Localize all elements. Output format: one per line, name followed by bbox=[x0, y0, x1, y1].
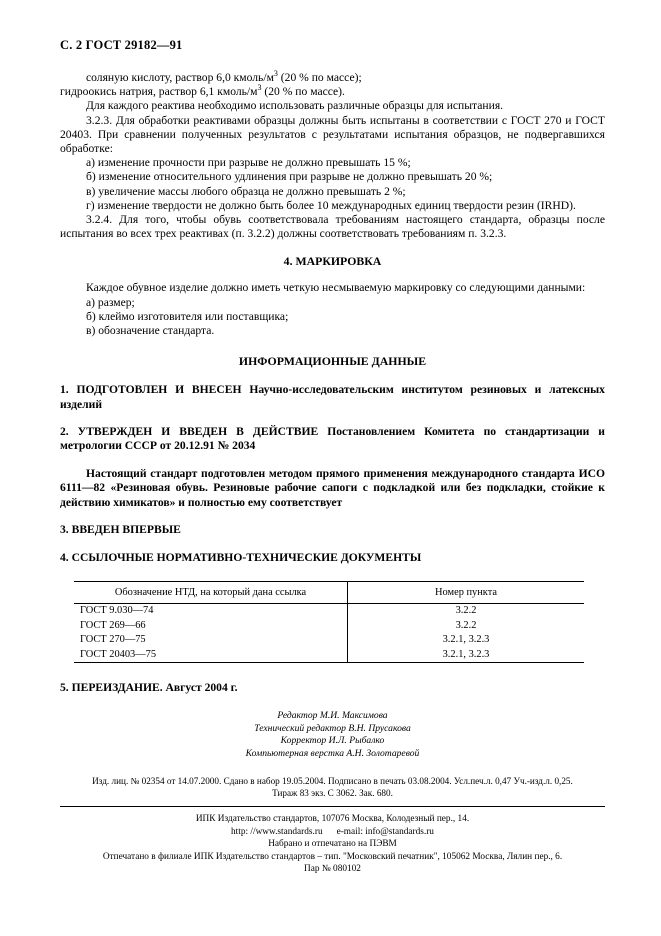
list-item-b: б) изменение относительного удлинения при разрыве не должно превышать 20 %; bbox=[86, 170, 493, 184]
reissue-note: 5. ПЕРЕИЗДАНИЕ. Август 2004 г. bbox=[60, 681, 238, 695]
credit-technical-editor: Технический редактор В.Н. Прусакова bbox=[254, 722, 411, 734]
info-item-4: 4. ССЫЛОЧНЫЕ НОРМАТИВНО-ТЕХНИЧЕСКИЕ ДОКУМЕНТЫ bbox=[60, 550, 422, 564]
info-item-1-lead: 1. ПОДГОТОВЛЕН И ВНЕСЕН bbox=[60, 383, 242, 397]
imprint-line-1: Изд. лиц. № 02354 от 14.07.2000. Сдано в набор 19.05.2004. Подписано в печать 03.08.2004. Усл.печ.л. 0,47 Уч.-изд.л. 0,25. bbox=[92, 775, 573, 786]
para2-text: гидроокись натрия, раствор 6,1 кмоль/м bbox=[60, 85, 258, 99]
section-title-marking: 4. МАРКИРОВКА bbox=[283, 254, 382, 269]
table-header-clause: Номер пункта bbox=[348, 581, 585, 603]
info-item-2-note: Настоящий стандарт подготовлен методом прямого применения международного стандарта ИСО 6111—82 «Резиновая обувь. Резиновые рабочие сапоги с подкладкой или без подкладки, стойкие к действию химикатов» и полностью ему соответствует bbox=[60, 466, 605, 509]
footer-printed: Отпечатано в филиале ИПК Издательство стандартов – тип. "Московский печатник", 105062 Москва, Лялин пер., 6. bbox=[102, 851, 563, 862]
list-item-g: г) изменение твердости не должно быть более 10 международных единиц твердости резин (IRHD). bbox=[86, 198, 576, 212]
reference-documents-table bbox=[74, 581, 584, 663]
marking-item-v: в) обозначение стандарта. bbox=[86, 324, 215, 338]
table-row bbox=[74, 648, 584, 663]
footer-email-link[interactable]: e-mail: info@standards.ru bbox=[336, 826, 434, 837]
paragraph-reagent-samples: Для каждого реактива необходимо использовать различные образцы для испытания. bbox=[86, 99, 504, 113]
info-item-3: 3. ВВЕДЕН ВПЕРВЫЕ bbox=[60, 523, 181, 537]
table-header-row bbox=[74, 581, 584, 603]
table-cell-ntd: ГОСТ 20403—75 bbox=[74, 648, 348, 663]
table-cell-ntd: ГОСТ 269—66 bbox=[74, 619, 348, 634]
credit-proofreader: Корректор И.Л. Рыбалко bbox=[280, 735, 385, 747]
marking-item-a: а) размер; bbox=[86, 295, 135, 309]
page-header: С. 2 ГОСТ 29182—91 bbox=[60, 38, 183, 52]
info-item-1-text: Научно-исследовательским институтом резиновых и латексных изделий bbox=[60, 383, 605, 411]
footer-typeset: Набрано и отпечатано на ПЭВМ bbox=[268, 839, 397, 850]
table-header-ntd: Обозначение НТД, на который дана ссылка bbox=[74, 581, 348, 603]
credit-editor: Редактор М.И. Максимова bbox=[277, 710, 388, 722]
table-cell-clause: 3.2.2 bbox=[455, 604, 477, 616]
list-item-a: а) изменение прочности при разрыве не должно превышать 15 %; bbox=[86, 156, 411, 170]
table-cell-ntd: ГОСТ 270—75 bbox=[74, 633, 348, 648]
footer-block bbox=[60, 813, 605, 875]
table-cell-ntd: ГОСТ 9.030—74 bbox=[74, 603, 348, 618]
table-body bbox=[74, 603, 584, 662]
para1-text: соляную кислоту, раствор 6,0 кмоль/м bbox=[86, 71, 274, 84]
para2-tail: (20 % по массе). bbox=[261, 85, 345, 99]
list-item-v: в) увеличение массы любого образца не должно превышать 2 %; bbox=[86, 184, 406, 198]
footer-contacts bbox=[60, 826, 605, 838]
table-row bbox=[74, 619, 584, 634]
info-item-2-lead: 2. УТВЕРЖДЕН И ВВЕДЕН В ДЕЙСТВИЕ bbox=[60, 425, 319, 439]
info-item-2-text: Постановлением Комитета по стандартизации и метрологии СССР от 20.12.91 № 2034 bbox=[60, 425, 605, 453]
table-row bbox=[74, 603, 584, 618]
info-item-1 bbox=[60, 383, 605, 412]
page-content bbox=[60, 38, 605, 876]
table-cell-clause: 3.2.1, 3.2.3 bbox=[442, 634, 490, 646]
footer-divider bbox=[60, 806, 605, 807]
paragraph-sodium-hydroxide bbox=[60, 85, 605, 99]
footer-website-link[interactable]: http: //www.standards.ru bbox=[231, 826, 323, 837]
footer-par: Пар № 080102 bbox=[304, 864, 361, 875]
imprint-line-2: Тираж 83 экз. С 3062. Зак. 680. bbox=[272, 788, 393, 799]
paragraph-3-2-4: 3.2.4. Для того, чтобы обувь соответствовала требованиям настоящего стандарта, образцы после испытания во всех трех реактивах (п. 3.2.2) должны соответствовать требованиям п. 3.2.3. bbox=[60, 213, 605, 241]
paragraph-hydrochloric-acid bbox=[60, 71, 605, 85]
info-item-2 bbox=[60, 425, 605, 454]
para1-superscript: 3 bbox=[273, 69, 278, 79]
table-head bbox=[74, 581, 584, 603]
para1-tail: (20 % по массе); bbox=[277, 71, 362, 84]
marking-item-b: б) клеймо изготовителя или поставщика; bbox=[86, 309, 289, 323]
table-cell-clause: 3.2.2 bbox=[455, 619, 477, 631]
paragraph-marking-intro: Каждое обувное изделие должно иметь четкую несмываемую маркировку со следующими данными: bbox=[86, 281, 586, 295]
table-cell-clause: 3.2.1, 3.2.3 bbox=[348, 648, 585, 663]
credits-block bbox=[60, 710, 605, 760]
para2-superscript: 3 bbox=[257, 83, 262, 93]
footer-publisher: ИПК Издательство стандартов, 107076 Москва, Колодезный пер., 14. bbox=[195, 814, 470, 825]
credit-layout: Компьютерная верстка А.Н. Золотаревой bbox=[245, 748, 420, 760]
imprint-block bbox=[60, 775, 605, 800]
section-title-information: ИНФОРМАЦИОННЫЕ ДАННЫЕ bbox=[238, 354, 427, 369]
table-row bbox=[74, 633, 584, 648]
paragraph-3-2-3: 3.2.3. Для обработки реактивами образцы должны быть испытаны в соответствии с ГОСТ 270 и ГОСТ 20403. При сравнении полученных результатов с результатами испытания образцов, не подвергавшихся обработке: bbox=[60, 113, 605, 156]
